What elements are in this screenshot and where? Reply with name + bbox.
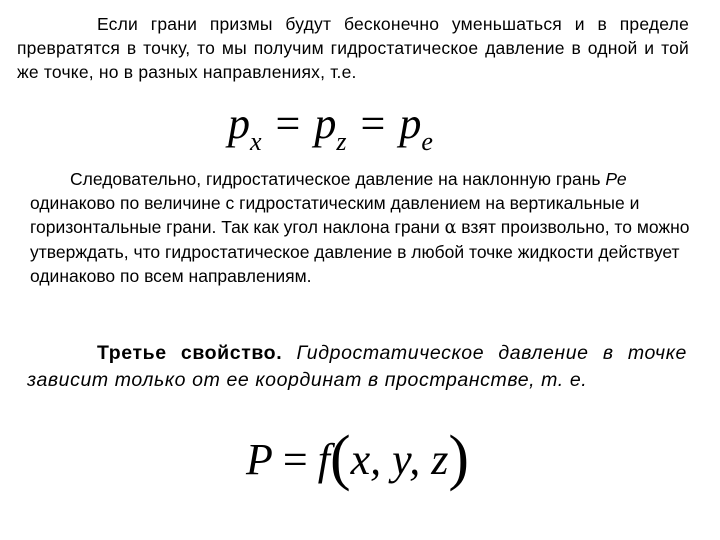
third-property-heading: Третье свойство. [97, 342, 283, 364]
paragraph-consequence-part1: Следовательно, гидростатическое давление на наклонную грань [70, 169, 606, 189]
paragraph-consequence [30, 167, 690, 288]
formula-sub-x: x [250, 127, 262, 156]
formula-sub-z: z [336, 127, 347, 156]
pressure-function-formula [246, 424, 470, 492]
formula-equals-2: = [360, 99, 386, 148]
paragraph-consequence-part3: взят произвольно, то можно утверждать, что гидростатическое давление в любой точке жидкости действует одинаково по всем направлениям. [30, 217, 690, 286]
formula-args: x, y, z [350, 435, 449, 484]
formula-p-z: p [314, 99, 337, 148]
formula-p-e: p [399, 99, 422, 148]
third-property-text: Гидростатическое давление в точке зависит только от ее координат в пространстве, т. е. [27, 342, 687, 391]
formula-lhs-P: P [246, 435, 273, 484]
pressure-equality-formula [228, 96, 433, 156]
formula-function-f: f [317, 435, 330, 484]
formula-p-x: p [228, 99, 250, 148]
paragraph-consequence-part2: одинаково по величине с гидростатическим давлением на вертикальные и горизонтальные грани. Так как угол наклона грани [30, 193, 640, 237]
formula-equals-1: = [275, 99, 301, 148]
formula-open-paren: ( [329, 424, 351, 492]
face-label: Ре [605, 169, 627, 189]
paragraph-prism-limit-text: Если грани призмы будут бесконечно уменьшаться и в пределе превратятся в точку, то мы получим гидростатическое давление в одной и той же точке, но в разных направлениях, т.е. [17, 14, 689, 82]
paragraph-third-property [27, 340, 687, 394]
formula-equals: = [282, 435, 308, 484]
formula-close-paren: ) [448, 424, 470, 492]
paragraph-prism-limit [17, 12, 689, 84]
alpha-symbol: α [444, 218, 457, 238]
formula-sub-e: e [421, 127, 433, 156]
